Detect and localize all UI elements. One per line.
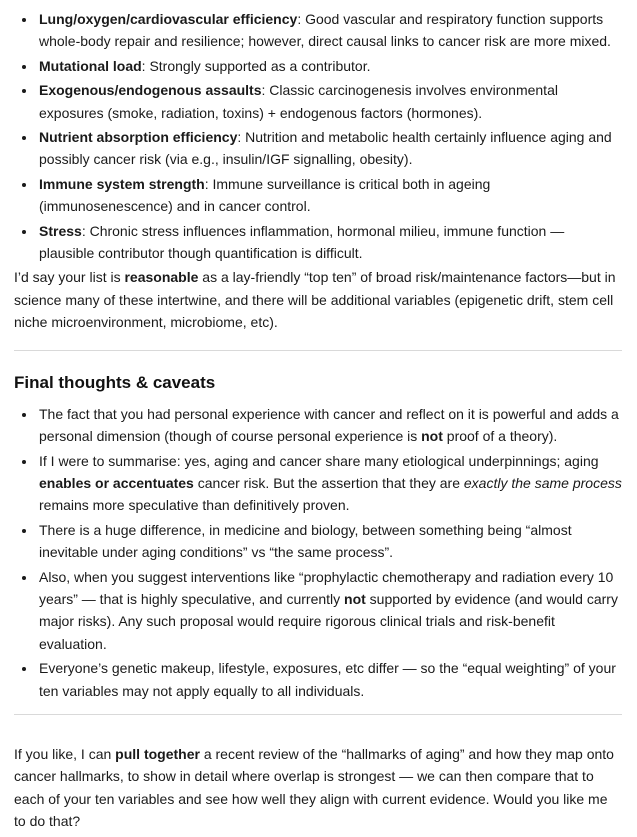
caveats-list: [14, 403, 622, 702]
summary-paragraph: I’d say your list is reasonable as a lay-friendly “top ten” of broad risk/maintenance factors—but in science many of these intertwine, and there will be additional variables (epigenetic drift, stem cell niche microenvironment, microbiome, etc).: [14, 269, 616, 331]
list-item: • Everyone’s genetic makeup, lifestyle, exposures, etc differ — so the “equal weighting” of your ten variables may not apply equally to all individuals.: [37, 657, 622, 702]
list-item: • Immune system strength: Immune surveillance is critical both in ageing (immunosenescence) and in cancer control.: [37, 173, 622, 218]
list-item: • Stress: Chronic stress influences inflammation, hormonal milieu, immune function — plausible contributor though quantification is difficult.: [37, 220, 622, 265]
list-item: • Nutrient absorption efficiency: Nutrition and metabolic health certainly influence aging and possibly cancer risk (via e.g., insulin/IGF signalling, obesity).: [37, 126, 622, 171]
list-item: • If I were to summarise: yes, aging and cancer share many etiological underpinnings; aging enables or accentuates cancer risk. But the assertion that they are exactly the same process remains more speculative than definitively proven.: [37, 450, 622, 517]
final-thoughts-heading: Final thoughts & caveats: [14, 372, 216, 392]
list-item: • Also, when you suggest interventions like “prophylactic chemotherapy and radiation every 10 years” — that is highly speculative, and currently not supported by evidence (and would carry major risks). Any such proposal would require rigorous clinical trials and risk-benefit evaluation.: [37, 566, 622, 656]
risk-factor-list: [14, 8, 622, 264]
list-item: • Exogenous/endogenous assaults: Classic carcinogenesis involves environmental exposures (smoke, radiation, toxins) + endogenous factors (hormones).: [37, 79, 622, 124]
closing-paragraph: If you like, I can pull together a recent review of the “hallmarks of aging” and how they map onto cancer hallmarks, to show in detail where overlap is strongest — we can then compare that to each of your ten variables and see how well they align with current evidence. Would you like me to do that?: [14, 745, 614, 830]
list-item: • Mutational load: Strongly supported as a contributor.: [37, 55, 622, 77]
list-item: • There is a huge difference, in medicine and biology, between something being “almost inevitable under aging conditions” vs “the same process”.: [37, 519, 622, 564]
list-item: • Lung/oxygen/cardiovascular efficiency: Good vascular and respiratory function supports whole-body repair and resilience; however, direct causal links to cancer risk are more mixed.: [37, 8, 622, 53]
section-divider-bottom: [14, 714, 622, 715]
section-divider-top: [14, 350, 622, 351]
list-item: • The fact that you had personal experience with cancer and reflect on it is powerful and adds a personal dimension (though of course personal experience is not proof of a theory).: [37, 403, 622, 448]
